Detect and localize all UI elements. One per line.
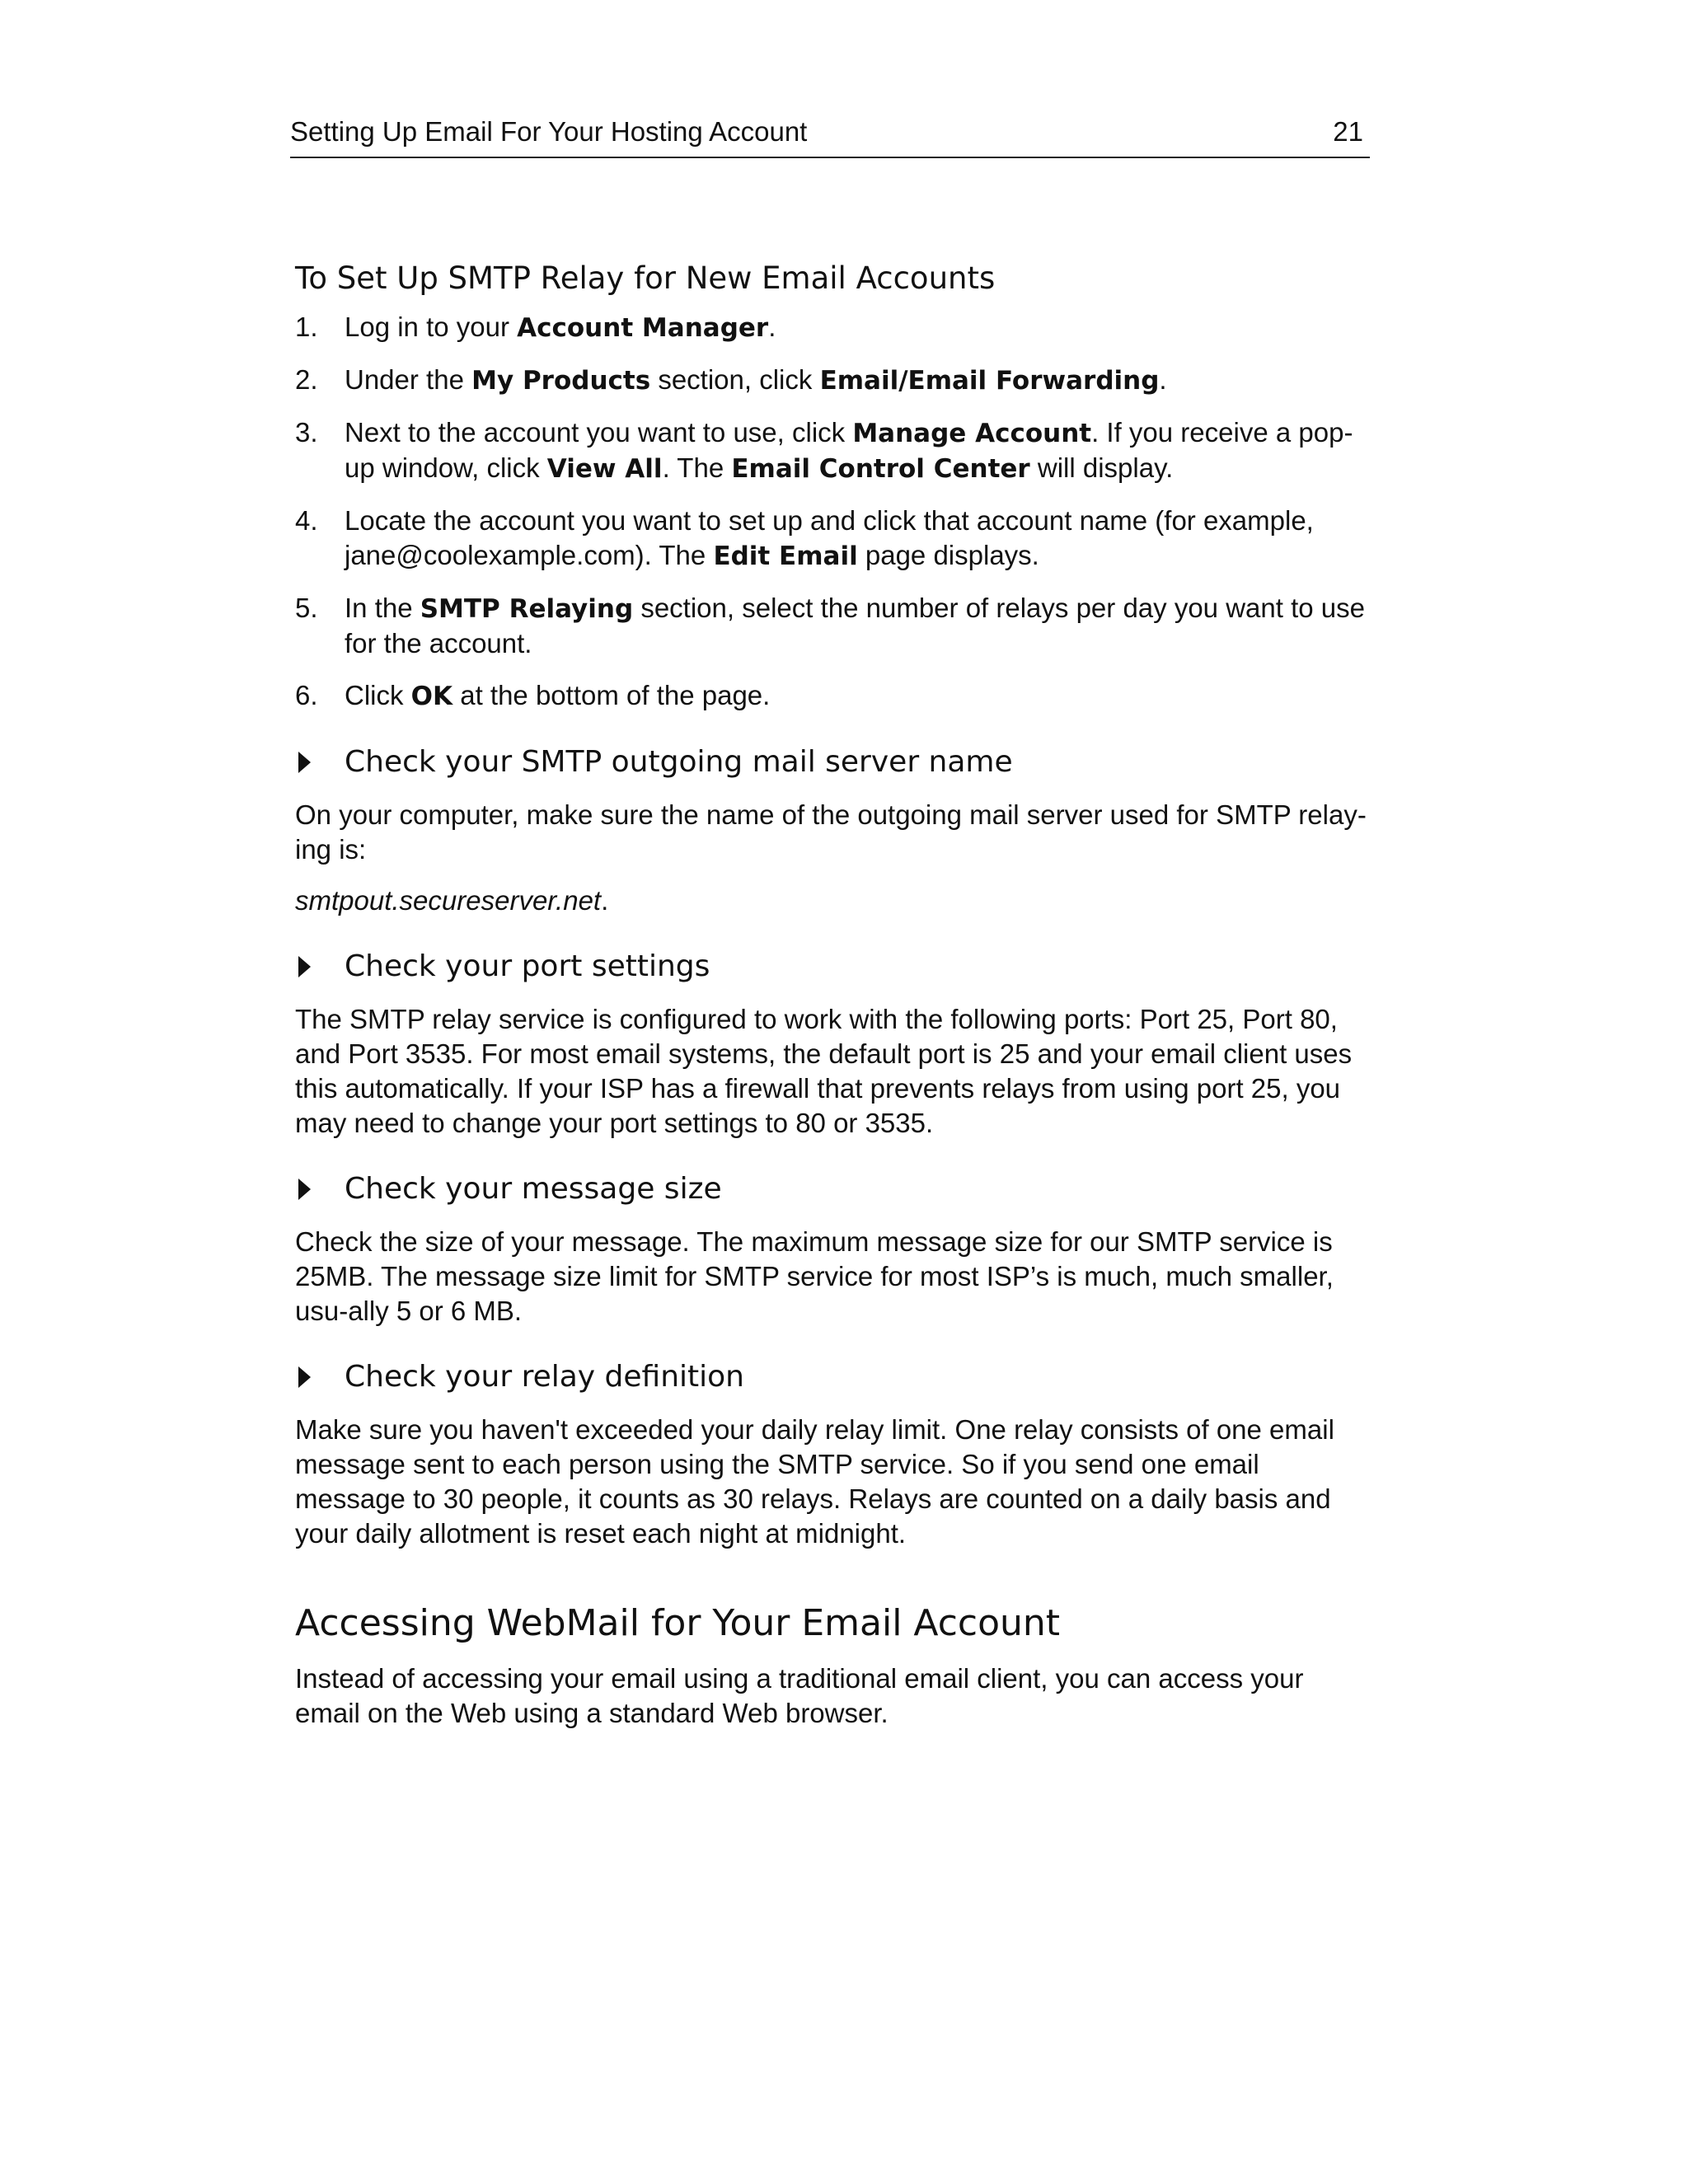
step-number: 3. xyxy=(295,417,318,448)
list-item xyxy=(295,415,1375,486)
step-bold-term: Email/Email Forwarding xyxy=(819,366,1160,396)
step-bold-term: Email Control Center xyxy=(731,454,1030,484)
step-bold-term: Manage Account xyxy=(852,419,1092,448)
step-text: Under the xyxy=(345,364,472,395)
paragraph-check-port: The SMTP relay service is configured to work with the following ports: Port 25, Port 80, and Port 3535. For most email systems, the default port is 25 and your email client uses this automatically. If your ISP has a firewall that prevents relays from using port 25, you may need to change your port settings to 80 or 3535. xyxy=(295,1004,1353,1138)
triangle-bullet-icon xyxy=(298,1366,311,1388)
server-name: smtpout.secureserver.net xyxy=(295,885,602,916)
page-content xyxy=(295,257,1375,1747)
step-text: In the xyxy=(345,593,420,623)
server-name-suffix: . xyxy=(601,885,609,916)
paragraph-check-server: On your computer, make sure the name of the outgoing mail server used for SMTP relay-ing is: xyxy=(295,799,1367,865)
step-bold-term: OK xyxy=(410,682,453,711)
paragraph-check-size: Check the size of your message. The maximum message size for our SMTP service is 25MB. The message size limit for SMTP service for most ISP’s is much, much smaller, usu-ally 5 or 6 MB. xyxy=(295,1226,1334,1326)
subheading-text: Check your relay definition xyxy=(345,1360,744,1394)
triangle-bullet-icon xyxy=(298,752,311,773)
server-name-line xyxy=(295,883,1375,918)
section-heading-smtp-relay-setup: To Set Up SMTP Relay for New Email Accounts xyxy=(295,260,996,296)
list-item xyxy=(295,363,1375,398)
list-item xyxy=(295,591,1375,661)
subheading-text: Check your port settings xyxy=(345,949,710,983)
step-text: . If you receive a pop-up window, click xyxy=(345,417,1353,483)
step-bold-term: View All xyxy=(546,454,663,484)
list-item xyxy=(295,310,1375,345)
step-text: Next to the account you want to use, click xyxy=(345,417,853,448)
step-number: 4. xyxy=(295,505,318,536)
step-text: . xyxy=(768,312,776,342)
subheading-check-size xyxy=(295,1169,1375,1210)
list-item xyxy=(295,678,1375,714)
step-text: section, click xyxy=(650,364,820,395)
triangle-bullet-icon xyxy=(298,1179,311,1200)
subheading-text: Check your SMTP outgoing mail server name xyxy=(345,745,1013,779)
subheading-check-server xyxy=(295,742,1375,783)
step-text: will display. xyxy=(1029,452,1174,483)
step-text: section, select the number of relays per day you want to use for the account. xyxy=(345,593,1365,658)
step-bold-term: SMTP Relaying xyxy=(420,594,634,624)
step-text: page displays. xyxy=(857,540,1039,570)
paragraph-check-relay: Make sure you haven't exceeded your daily relay limit. One relay consists of one email message sent to each person using the SMTP service. So if you send one email message to 30 people, it counts as 30 relays. Relays are counted on a daily basis and your daily allotment is reset each night at midnight. xyxy=(295,1414,1334,1549)
step-text: at the bottom of the page. xyxy=(452,680,771,710)
page-number: 21 xyxy=(1333,116,1363,147)
paragraph-webmail: Instead of accessing your email using a traditional email client, you can access your email on the Web using a standard Web browser. xyxy=(295,1663,1304,1728)
step-text: . The xyxy=(662,452,732,483)
subheading-check-relay xyxy=(295,1357,1375,1398)
step-bold-term: Edit Email xyxy=(713,541,858,571)
subheading-text: Check your message size xyxy=(345,1172,722,1206)
step-text: Click xyxy=(345,680,411,710)
step-bold-term: My Products xyxy=(471,366,651,396)
step-number: 5. xyxy=(295,593,318,623)
step-number: 6. xyxy=(295,680,318,710)
triangle-bullet-icon xyxy=(298,956,311,977)
running-header-title: Setting Up Email For Your Hosting Account xyxy=(290,116,808,147)
section-heading-webmail: Accessing WebMail for Your Email Account xyxy=(295,1602,1061,1644)
step-text: Log in to your xyxy=(345,312,518,342)
subheading-check-port xyxy=(295,946,1375,987)
setup-steps-list xyxy=(295,310,1375,714)
step-number: 1. xyxy=(295,312,318,342)
list-item xyxy=(295,504,1375,574)
step-text: Locate the account you want to set up and click that account name (for example, jane@coolexample.com). The xyxy=(345,505,1314,570)
step-number: 2. xyxy=(295,364,318,395)
step-bold-term: Account Manager xyxy=(517,313,769,343)
running-header xyxy=(290,114,1370,158)
step-text: . xyxy=(1159,364,1167,395)
